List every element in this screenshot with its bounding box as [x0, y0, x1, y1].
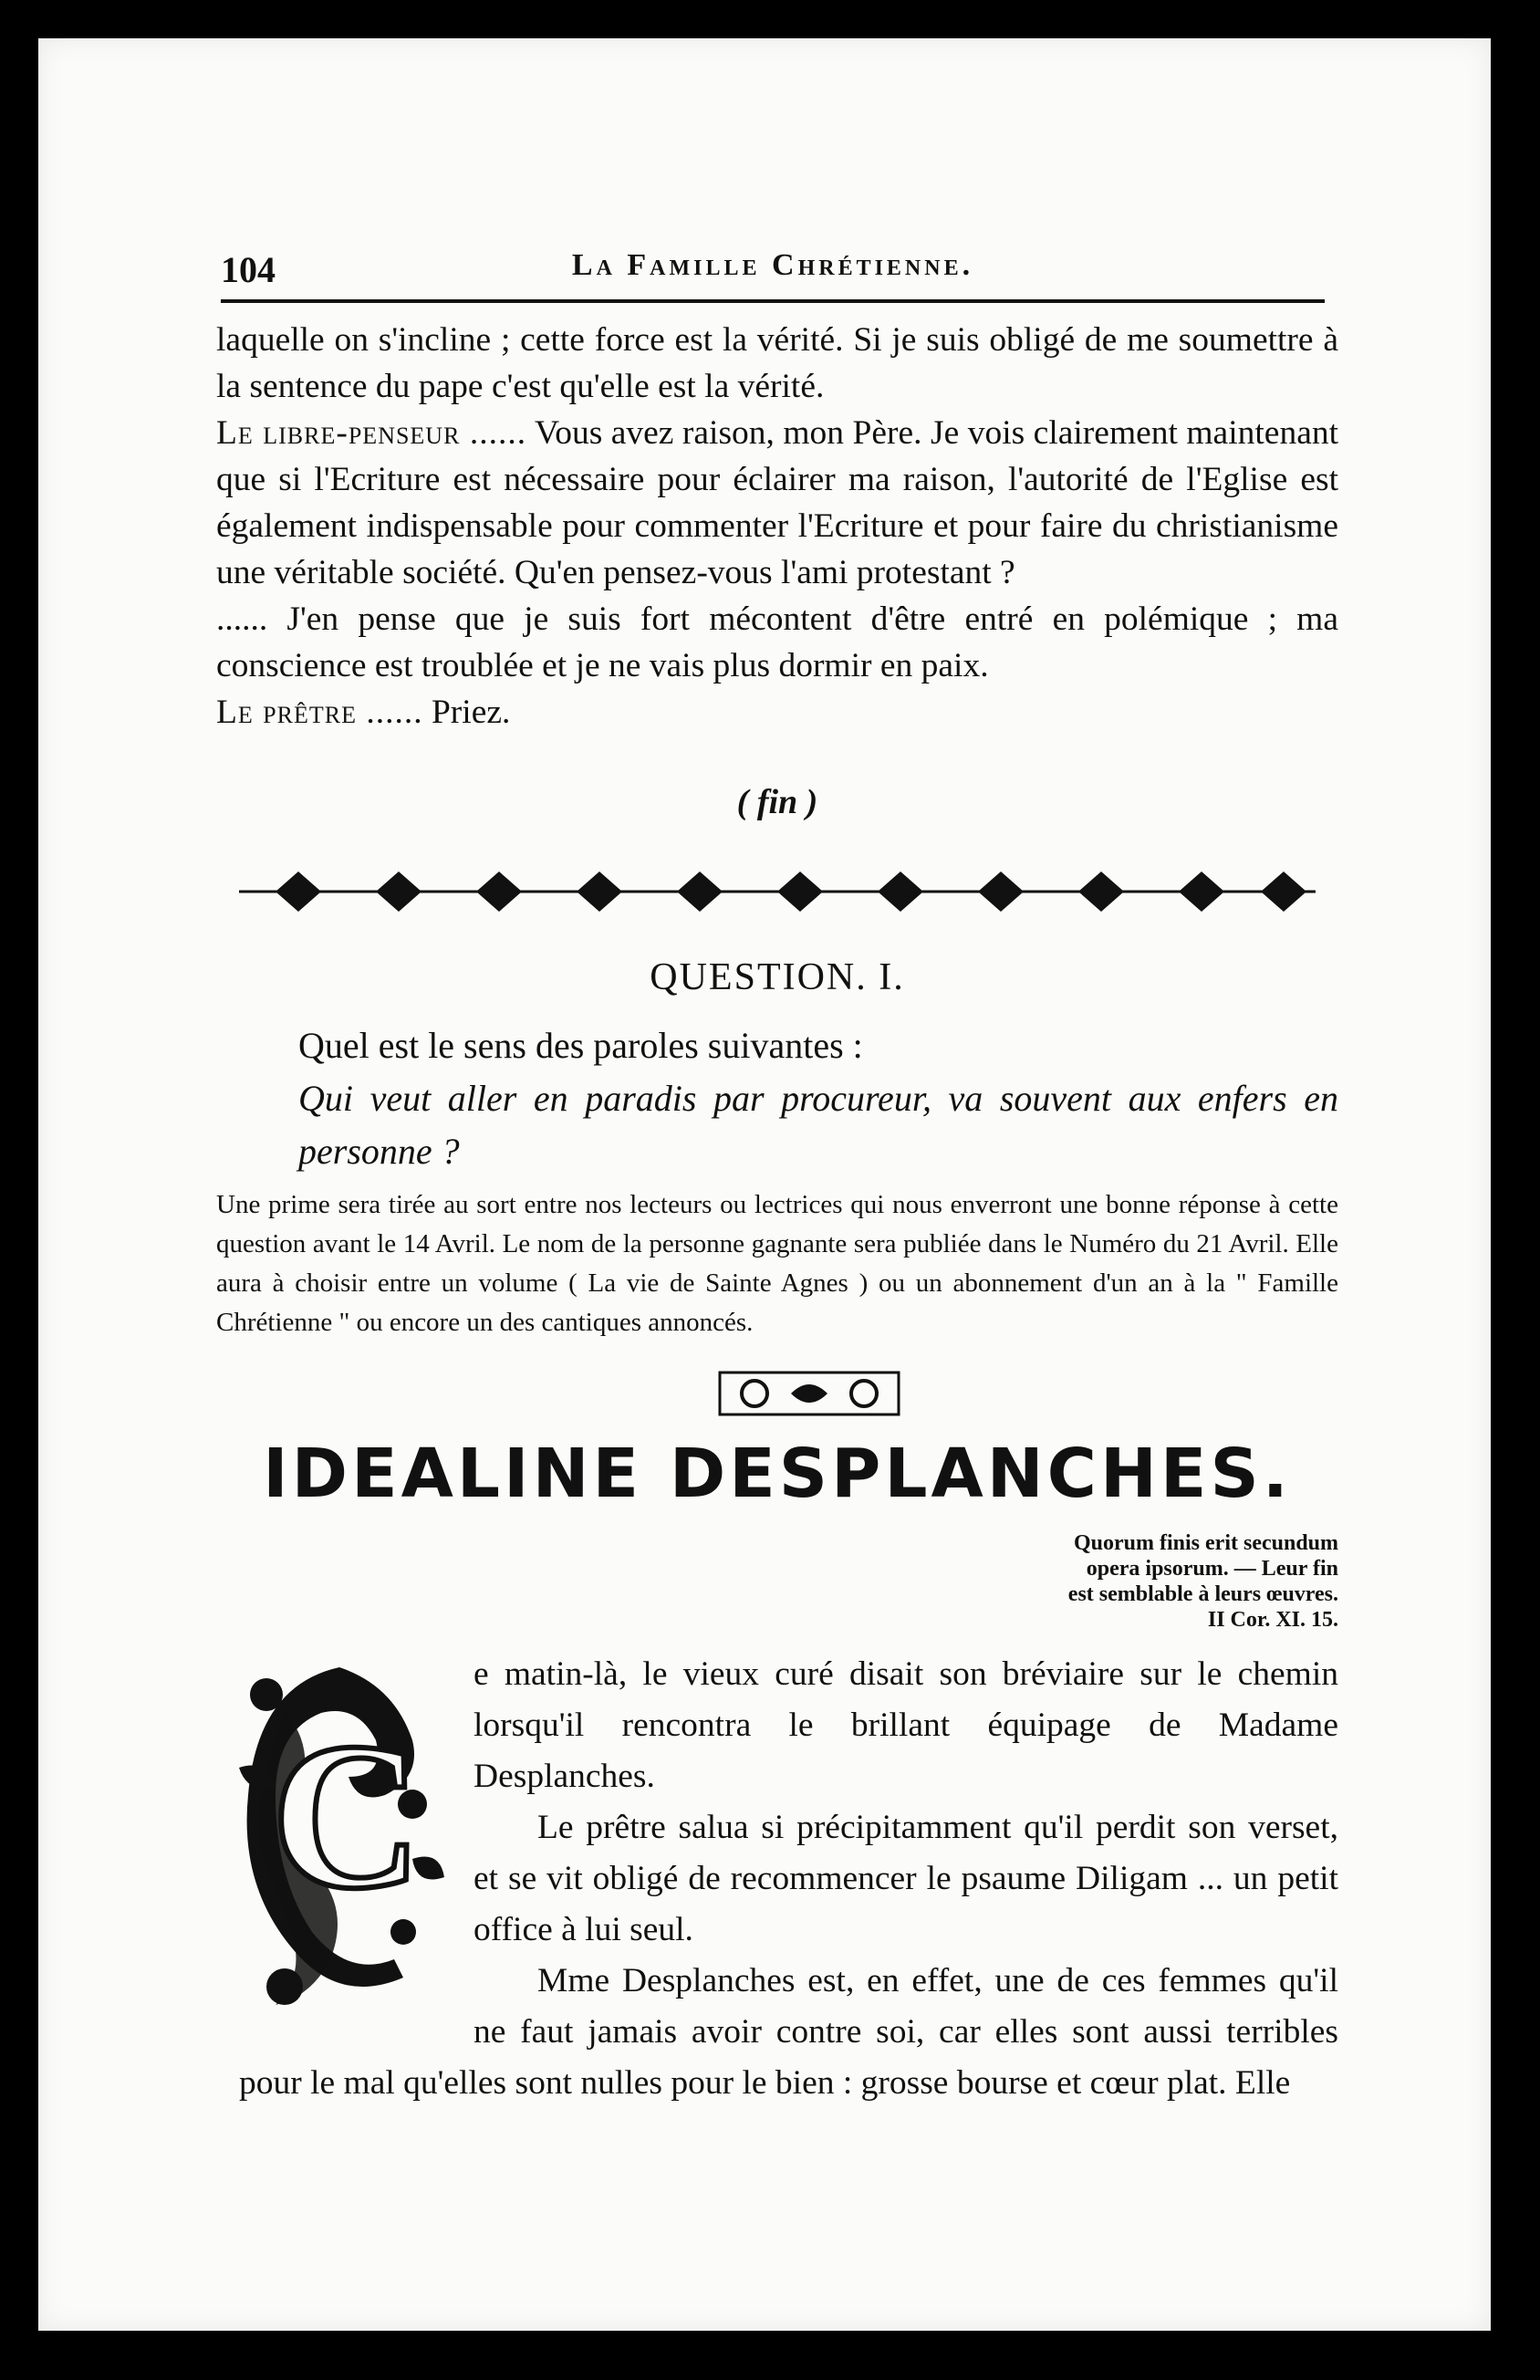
- speech-text: Priez.: [422, 694, 511, 731]
- speaker-label: Le libre-penseur ......: [216, 414, 527, 452]
- book-page: [38, 38, 1491, 2331]
- floral-ornament-icon: [718, 1371, 900, 1416]
- ornament-border-icon: [239, 864, 1316, 919]
- story-title: IDEALINE DESPLANCHES.: [263, 1435, 1292, 1513]
- question-quote: Qui veut aller en paradis par procureur, va souvent aux enfers en personne ?: [298, 1078, 1338, 1172]
- dialogue-paragraph: ...... J'en pense que je suis fort mécontent d'être entré en polémique ; ma conscience est troublée et je ne vais plus dormir en paix.: [216, 600, 1338, 684]
- dropcap-letter: C: [270, 1699, 423, 1932]
- story-paragraph: Mme Desplanches est, en effet, une de ces femmes qu'il ne faut jamais avoir contre soi, car elles sont aussi terribles pour le mal qu'elles sont nulles pour le bien : grosse bourse et cœur plat. Elle: [239, 1962, 1338, 2102]
- speech-text: Vous avez raison, mon Père. Je vois clairement maintenant que si l'Ecriture est nécessaire pour éclairer ma raison, l'autorité de l'Eglise est également indispensable pour commenter l'Ecriture et pour faire du christianisme une véritable société. Qu'en pensez-vous l'ami protestant ?: [216, 414, 1339, 591]
- running-title: La Famille Chrétienne.: [571, 248, 974, 282]
- speaker-label: Le prêtre ......: [216, 694, 423, 731]
- page-number: 104: [221, 249, 276, 290]
- epigraph: [951, 1530, 1338, 1633]
- dialogue-paragraph: [216, 410, 1338, 596]
- question-text: [216, 1019, 1338, 1178]
- running-header: [221, 212, 1325, 294]
- question-title: QUESTION. I.: [650, 956, 905, 998]
- prize-notice: Une prime sera tirée au sort entre nos lecteurs ou lectrices qui nous enverront une bonne réponse à cette question avant le 14 Avril. Le nom de la personne gagnante sera publiée dans le Numéro du 21 Avril. Elle aura à choisir entre un volume ( La vie de Sainte Agnes ) ou un abonnement d'un an à la " Famille Chrétienne " ou encore un des cantiques annoncés.: [216, 1190, 1338, 1337]
- dialogue-paragraph: laquelle on s'incline ; cette force est la vérité. Si je suis obligé de me soumettre à la sentence du pape c'est qu'elle est la vérité.: [216, 321, 1338, 405]
- fin-marker: ( fin ): [736, 783, 818, 821]
- dialogue-paragraph: [216, 689, 1338, 736]
- story-paragraph: e matin-là, le vieux curé disait son bréviaire sur le chemin lorsqu'il rencontra le brillant équipage de Madame Desplanches.: [473, 1655, 1338, 1795]
- decorated-initial-icon: [230, 1658, 453, 2023]
- epigraph-line: Quorum finis erit secundum: [1073, 1531, 1338, 1555]
- story-text: [239, 1649, 1338, 2109]
- dialogue-text: [216, 317, 1338, 736]
- question-line: Quel est le sens des paroles suivantes :: [298, 1025, 863, 1066]
- header-rule: [221, 299, 1325, 303]
- epigraph-line: II Cor. XI. 15.: [1207, 1608, 1338, 1632]
- epigraph-line: opera ipsorum. — Leur fin: [1086, 1557, 1338, 1581]
- epigraph-line: est semblable à leurs œuvres.: [1067, 1582, 1338, 1606]
- story-paragraph: Le prêtre salua si précipitamment qu'il perdit son verset, et se vit obligé de recommencer le psaume Diligam ... un petit office à lui seul.: [473, 1809, 1338, 1948]
